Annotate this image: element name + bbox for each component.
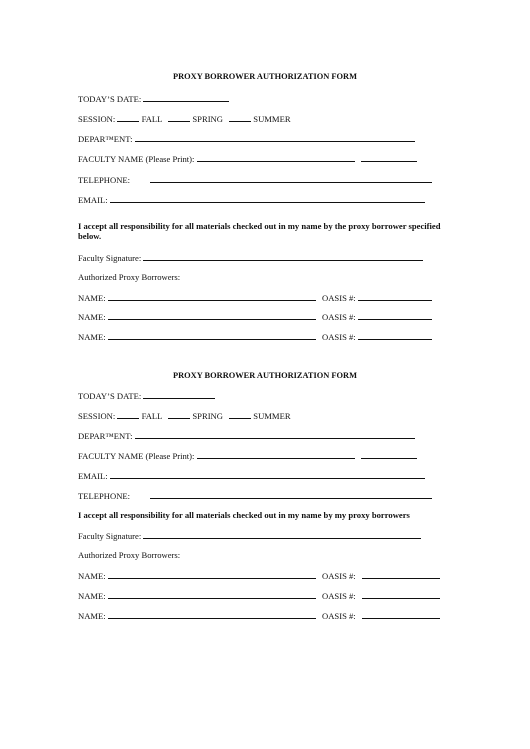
oasis-field[interactable] [362, 570, 440, 579]
faculty-signature-row [78, 252, 423, 263]
fall-checkbox-field[interactable] [117, 410, 139, 419]
faculty-name-row [78, 450, 417, 461]
fall-label: FALL [141, 411, 163, 421]
name-field[interactable] [108, 311, 316, 320]
summer-checkbox-field[interactable] [229, 410, 251, 419]
department-field[interactable] [135, 430, 415, 439]
telephone-label: TELEPHONE: [78, 175, 131, 185]
responsibility-statement: I accept all responsibility for all materials checked out in my name by the proxy borrower specified below. [78, 221, 441, 241]
name-label: NAME: [78, 312, 106, 322]
faculty-name-label: FACULTY NAME (Please Print): [78, 154, 195, 164]
name-label: NAME: [78, 611, 106, 621]
name-field[interactable] [108, 292, 316, 301]
oasis-label: OASIS #: [322, 571, 356, 581]
name-field[interactable] [108, 570, 316, 579]
faculty-signature-field[interactable] [143, 252, 423, 261]
responsibility-statement: I accept all responsibility for all materials checked out in my name by my proxy borrowers [78, 510, 410, 520]
oasis-field[interactable] [358, 311, 432, 320]
faculty-name-field[interactable] [197, 153, 355, 162]
oasis-field[interactable] [358, 292, 432, 301]
telephone-field[interactable] [150, 174, 432, 183]
proxy-row [78, 590, 440, 601]
todays-date-label: TODAY’S DATE: [78, 391, 142, 401]
proxy-row [78, 311, 432, 322]
telephone-label: TELEPHONE: [78, 491, 131, 501]
proxy-row [78, 292, 432, 303]
session-row [78, 410, 291, 421]
faculty-signature-row [78, 530, 421, 541]
faculty-signature-label: Faculty Signature: [78, 253, 142, 263]
session-row [78, 113, 291, 124]
oasis-field[interactable] [362, 610, 440, 619]
department-row [78, 430, 415, 441]
name-label: NAME: [78, 591, 106, 601]
session-label: SESSION: [78, 114, 116, 124]
email-label: EMAIL: [78, 195, 108, 205]
email-field[interactable] [110, 194, 425, 203]
oasis-field[interactable] [358, 331, 432, 340]
authorized-proxy-borrowers-heading: Authorized Proxy Borrowers: [78, 272, 181, 282]
oasis-label: OASIS #: [322, 611, 356, 621]
summer-checkbox-field[interactable] [229, 113, 251, 122]
oasis-label: OASIS #: [322, 591, 356, 601]
authorized-proxy-borrowers-heading: Authorized Proxy Borrowers: [78, 550, 181, 560]
form-title: PROXY BORROWER AUTHORIZATION FORM [172, 72, 358, 81]
email-row [78, 470, 425, 481]
fall-checkbox-field[interactable] [117, 113, 139, 122]
todays-date-field[interactable] [143, 93, 229, 102]
spring-checkbox-field[interactable] [168, 410, 190, 419]
email-field[interactable] [110, 470, 425, 479]
faculty-name-field[interactable] [197, 450, 355, 459]
department-field[interactable] [135, 133, 415, 142]
faculty-name-extra-field[interactable] [361, 153, 417, 162]
faculty-name-extra-field[interactable] [361, 450, 417, 459]
spring-checkbox-field[interactable] [168, 113, 190, 122]
name-field[interactable] [108, 590, 316, 599]
proxy-row [78, 570, 440, 581]
oasis-label: OASIS #: [322, 293, 356, 303]
email-label: EMAIL: [78, 471, 108, 481]
todays-date-label: TODAY’S DATE: [78, 94, 142, 104]
proxy-row [78, 331, 432, 342]
proxy-row [78, 610, 440, 621]
todays-date-row [78, 93, 229, 104]
summer-label: SUMMER [253, 411, 291, 421]
todays-date-field[interactable] [143, 390, 215, 399]
telephone-field[interactable] [150, 490, 432, 499]
name-field[interactable] [108, 331, 316, 340]
summer-label: SUMMER [253, 114, 291, 124]
spring-label: SPRING [192, 114, 223, 124]
oasis-label: OASIS #: [322, 312, 356, 322]
department-row [78, 133, 415, 144]
oasis-label: OASIS #: [322, 332, 356, 342]
form-title: PROXY BORROWER AUTHORIZATION FORM [172, 371, 358, 380]
oasis-field[interactable] [362, 590, 440, 599]
faculty-name-row [78, 153, 417, 164]
telephone-row [78, 490, 432, 501]
department-label: DEPAR™ENT: [78, 134, 133, 144]
email-row [78, 194, 425, 205]
telephone-row [78, 174, 432, 185]
faculty-signature-field[interactable] [143, 530, 421, 539]
faculty-signature-label: Faculty Signature: [78, 531, 142, 541]
name-field[interactable] [108, 610, 316, 619]
session-label: SESSION: [78, 411, 116, 421]
fall-label: FALL [141, 114, 163, 124]
department-label: DEPAR™ENT: [78, 431, 133, 441]
name-label: NAME: [78, 332, 106, 342]
spring-label: SPRING [192, 411, 223, 421]
name-label: NAME: [78, 571, 106, 581]
faculty-name-label: FACULTY NAME (Please Print): [78, 451, 195, 461]
name-label: NAME: [78, 293, 106, 303]
todays-date-row [78, 390, 215, 401]
